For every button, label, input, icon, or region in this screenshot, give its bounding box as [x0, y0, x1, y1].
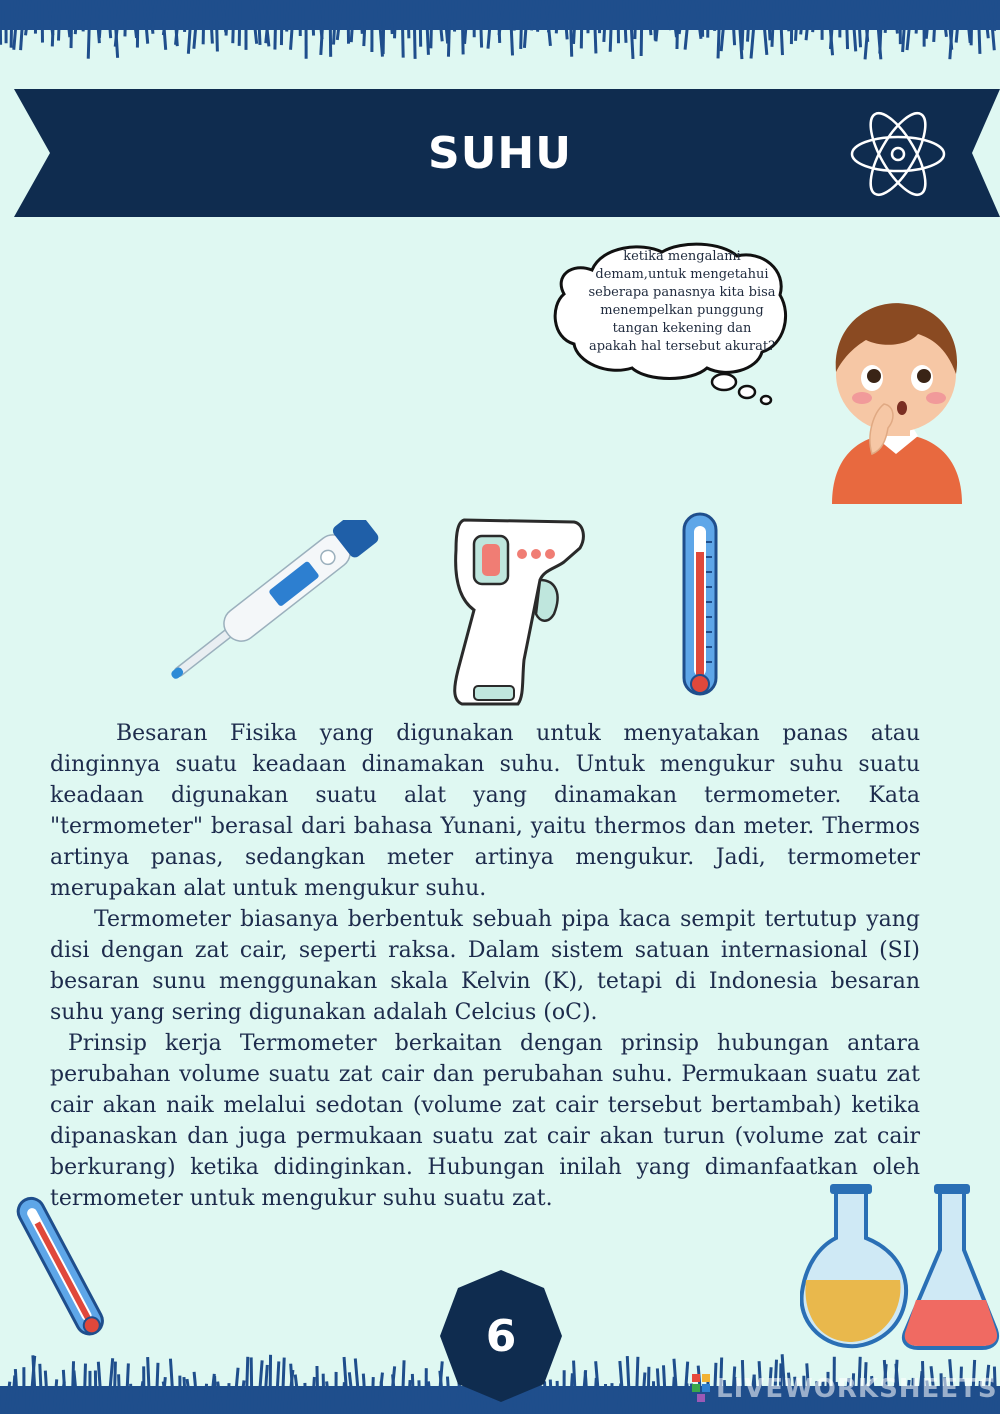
- bubble-text: [572, 248, 792, 356]
- bubble-line: tangan kekening dan: [612, 321, 752, 336]
- bubble-line: menempelkan punggung: [600, 303, 764, 318]
- bubble-line: seberapa panasnya kita bisa: [588, 285, 776, 300]
- bubble-line: demam,untuk mengetahui: [595, 267, 769, 282]
- watermark-text: LIVEWORKSHEETS: [716, 1374, 998, 1404]
- watermark: [692, 1374, 998, 1404]
- small-thermometer-icon: [14, 1186, 114, 1356]
- paragraph: Besaran Fisika yang digunakan untuk menyatakan panas atau dinginnya suatu keadaan dinamakan suhu. Untuk mengukur suhu suatu keadaan digunakan suatu alat yang dinamakan termometer. Kata "termometer" berasal dari bahasa Yunani, yaitu thermos dan meter. Thermos artinya panas, sedangkan meter artinya mengukur. Jadi, termometer merupakan alat untuk mengukur suhu.: [50, 721, 920, 901]
- bubble-line: ketika mengalami: [623, 249, 741, 264]
- bubble-line: apakah hal tersebut akurat?: [588, 339, 776, 354]
- atom-icon: [848, 104, 948, 204]
- boy-illustration: [822, 294, 970, 516]
- lab-flasks-icon: [800, 1180, 1000, 1350]
- grass-border-top: [0, 0, 1000, 62]
- article-body: [50, 718, 920, 1214]
- paragraph: Prinsip kerja Termometer berkaitan dengan prinsip hubungan antara perubahan volume suatu zat cair dan perubahan suhu. Permukaan suatu zat cair akan naik melalui sedotan (volume zat cair tersebut bertambah) ketika dipanaskan dan juga permukaan suatu zat cair akan turun (volume zat cair berkurang) ketika didinginkan. Hubungan inilah yang dimanfaatkan oleh termometer untuk mengukur suhu suatu zat.: [50, 1031, 920, 1211]
- paragraph: Termometer biasanya berbentuk sebuah pipa kaca sempit tertutup yang disi dengan zat cair, seperti raksa. Dalam sistem satuan internasional (SI) besaran sunu menggunakan skala Kelvin (K), tetapi di Indonesia besaran suhu yang sering digunakan adalah Celcius (oC).: [50, 907, 920, 1025]
- infrared-thermometer-icon: [444, 510, 594, 710]
- page-number: 6: [485, 1310, 517, 1362]
- glass-thermometer-icon: [676, 512, 724, 708]
- page-title: SUHU: [428, 127, 572, 179]
- liveworksheets-logo-icon: [692, 1374, 710, 1404]
- digital-thermometer-icon: [160, 520, 390, 690]
